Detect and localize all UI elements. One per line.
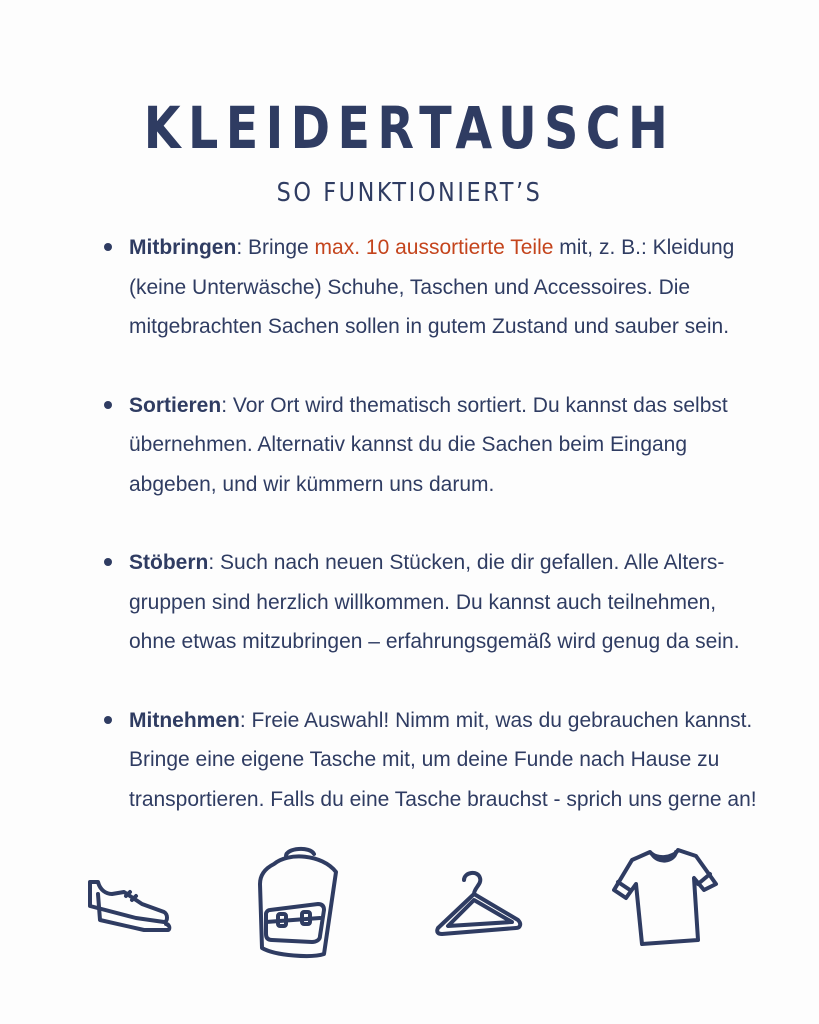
shoes-icon xyxy=(84,872,172,934)
item-text: : Such nach neuen Stücken, die dir gefallen. Alle Alters-gruppen sind herzlich willkommen. Du kannst auch teilnehmen, ohne etwas mitzubringen – erfahrungsgemäß wird genug da sein. xyxy=(129,551,740,653)
item-text: mit, z. B.: Kleidung (keine Unterwäsche) Schuhe, Taschen und Accessoires. Die mitgebrachten Sachen sollen in gutem Zustand und sauber sein. xyxy=(129,236,735,338)
item-text: : Vor Ort wird thematisch sortiert. Du kannst das selbst übernehmen. Alternativ kannst du die Sachen beim Eingang abgeben, und wir kümmern uns darum. xyxy=(129,393,728,496)
list-item-mitbringen xyxy=(100,228,760,347)
bullet-icon xyxy=(104,243,112,251)
bullet-icon xyxy=(104,716,112,724)
item-text: : Bringe xyxy=(236,236,315,259)
bullet-icon xyxy=(104,401,112,409)
page-title: KLEIDERTAUSCH xyxy=(143,94,676,162)
page-subtitle: SO FUNKTIONIERT’S xyxy=(276,178,543,208)
list-item-stoebern xyxy=(100,543,760,662)
item-text: : Freie Auswahl! Nimm mit, was du gebrauchen kannst. Bringe eine eigene Tasche mit, um deine Funde nach Hause zu transportieren. Falls du eine Tasche brauchst - sprich uns gerne an! xyxy=(129,708,757,811)
tshirt-icon xyxy=(612,844,720,948)
item-term: Mitbringen xyxy=(129,236,237,259)
icon-row xyxy=(0,840,819,970)
list-item-sortieren xyxy=(100,386,760,505)
item-term: Stöbern xyxy=(129,551,209,574)
hanger-icon xyxy=(434,870,524,936)
item-term: Mitnehmen xyxy=(129,708,240,732)
backpack-icon xyxy=(252,844,344,964)
bullet-icon xyxy=(104,558,112,566)
item-highlight: max. 10 aussortierte Teile xyxy=(314,236,554,259)
list-item-mitnehmen xyxy=(100,701,760,820)
item-term: Sortieren xyxy=(129,393,222,417)
steps-list xyxy=(100,228,760,858)
